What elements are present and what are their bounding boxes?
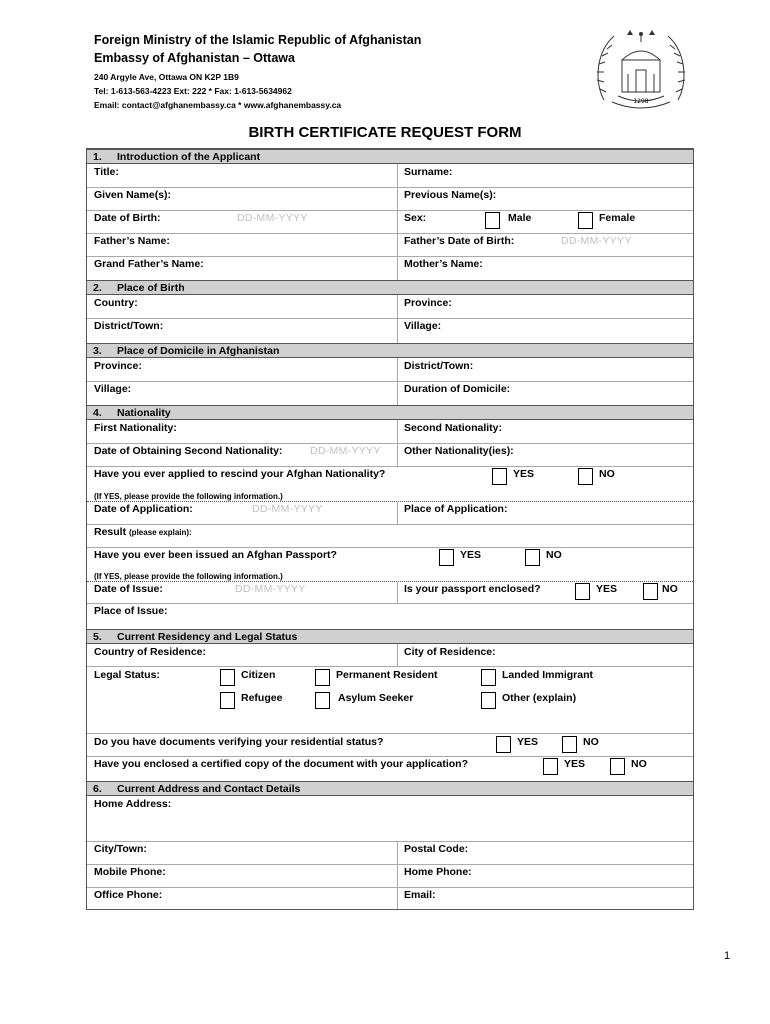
section-title: Current Residency and Legal Status bbox=[117, 631, 298, 643]
row-divider bbox=[87, 524, 693, 525]
place-of-issue-field[interactable]: Place of Issue: bbox=[94, 605, 168, 617]
domicile-province-field[interactable]: Province: bbox=[94, 360, 142, 372]
permanent-resident-checkbox[interactable] bbox=[315, 669, 330, 686]
section-6-header bbox=[87, 781, 693, 796]
refugee-label: Refugee bbox=[241, 692, 283, 704]
embassy-email: Email: contact@afghanembassy.ca * www.afghanembassy.ca bbox=[94, 100, 342, 110]
embassy-name: Embassy of Afghanistan – Ottawa bbox=[94, 51, 295, 65]
rescind-yes-checkbox[interactable] bbox=[492, 468, 507, 485]
other-status-checkbox[interactable] bbox=[481, 692, 496, 709]
if-yes-note: (If YES, please provide the following information.) bbox=[94, 492, 283, 501]
second-nationality-date-placeholder[interactable]: DD-MM-YYYY bbox=[310, 445, 381, 457]
citizen-checkbox[interactable] bbox=[220, 669, 235, 686]
result-note: (please explain): bbox=[129, 528, 192, 537]
column-divider bbox=[397, 841, 398, 909]
mothers-name-field[interactable]: Mother’s Name: bbox=[404, 258, 483, 270]
section-number: 4. bbox=[93, 407, 102, 419]
asylum-seeker-checkbox[interactable] bbox=[315, 692, 330, 709]
row-divider bbox=[87, 887, 693, 888]
section-number: 1. bbox=[93, 151, 102, 163]
copy-yes-checkbox[interactable] bbox=[543, 758, 558, 775]
asylum-seeker-label: Asylum Seeker bbox=[338, 692, 414, 704]
enclosed-yes-checkbox[interactable] bbox=[575, 583, 590, 600]
section-title: Place of Domicile in Afghanistan bbox=[117, 345, 280, 357]
male-label: Male bbox=[508, 212, 532, 224]
column-divider bbox=[397, 582, 398, 603]
first-nationality-field[interactable]: First Nationality: bbox=[94, 422, 177, 434]
surname-field[interactable]: Surname: bbox=[404, 166, 453, 178]
section-number: 3. bbox=[93, 345, 102, 357]
domicile-duration-field[interactable]: Duration of Domicile: bbox=[404, 383, 511, 395]
if-yes-note: (If YES, please provide the following information.) bbox=[94, 572, 283, 581]
birth-certificate-form bbox=[86, 148, 694, 910]
passport-no-checkbox[interactable] bbox=[525, 549, 540, 566]
female-checkbox[interactable] bbox=[578, 212, 593, 229]
enclosed-no-label: NO bbox=[662, 583, 678, 595]
office-phone-field[interactable]: Office Phone: bbox=[94, 889, 163, 901]
domicile-district-field[interactable]: District/Town: bbox=[404, 360, 474, 372]
section-5-header bbox=[87, 629, 693, 644]
date-of-application-placeholder[interactable]: DD-MM-YYYY bbox=[252, 503, 323, 515]
row-divider bbox=[87, 547, 693, 548]
date-of-application-field[interactable]: Date of Application: bbox=[94, 503, 193, 515]
ministry-name: Foreign Ministry of the Islamic Republic of Afghanistan bbox=[94, 33, 422, 47]
row-divider bbox=[87, 466, 693, 467]
emblem-year: 1298 bbox=[633, 98, 649, 105]
sex-label: Sex: bbox=[404, 212, 427, 224]
enclosed-yes-label: YES bbox=[596, 583, 618, 595]
section-title: Current Address and Contact Details bbox=[117, 783, 301, 795]
email-field[interactable]: Email: bbox=[404, 889, 436, 901]
country-of-residence-field[interactable]: Country of Residence: bbox=[94, 646, 207, 658]
row-divider bbox=[87, 501, 693, 502]
date-of-issue-field[interactable]: Date of Issue: bbox=[94, 583, 163, 595]
other-nationalities-field[interactable]: Other Nationality(ies): bbox=[404, 445, 514, 457]
fathers-dob-placeholder[interactable]: DD-MM-YYYY bbox=[561, 235, 632, 247]
passport-yes-checkbox[interactable] bbox=[439, 549, 454, 566]
column-divider bbox=[397, 644, 398, 666]
row-divider bbox=[87, 864, 693, 865]
row-divider bbox=[87, 210, 693, 211]
refugee-checkbox[interactable] bbox=[220, 692, 235, 709]
row-divider bbox=[87, 256, 693, 257]
row-divider bbox=[87, 233, 693, 234]
column-divider bbox=[397, 358, 398, 406]
rescind-no-checkbox[interactable] bbox=[578, 468, 593, 485]
row-divider bbox=[87, 756, 693, 757]
row-divider bbox=[87, 841, 693, 842]
section-title: Introduction of the Applicant bbox=[117, 151, 261, 163]
row-divider bbox=[87, 187, 693, 188]
permanent-resident-label: Permanent Resident bbox=[336, 669, 438, 681]
postal-code-field[interactable]: Postal Code: bbox=[404, 843, 469, 855]
passport-question: Have you ever been issued an Afghan Passport? bbox=[94, 549, 337, 561]
date-of-birth-placeholder[interactable]: DD-MM-YYYY bbox=[237, 212, 308, 224]
column-divider bbox=[397, 295, 398, 343]
copy-yes-label: YES bbox=[564, 758, 586, 770]
rescind-question: Have you ever applied to rescind your Afghan Nationality? bbox=[94, 468, 386, 480]
other-status-label: Other (explain) bbox=[502, 692, 577, 704]
home-phone-field[interactable]: Home Phone: bbox=[404, 866, 472, 878]
certified-copy-question: Have you enclosed a certified copy of the document with your application? bbox=[94, 758, 468, 770]
birth-district-field[interactable]: District/Town: bbox=[94, 320, 164, 332]
fathers-name-field[interactable]: Father’s Name: bbox=[94, 235, 170, 247]
legal-status-label: Legal Status: bbox=[94, 669, 160, 681]
row-divider bbox=[87, 733, 693, 734]
docs-yes-label: YES bbox=[517, 736, 539, 748]
passport-yes-label: YES bbox=[460, 549, 482, 561]
section-number: 6. bbox=[93, 783, 102, 795]
birth-province-field[interactable]: Province: bbox=[404, 297, 452, 309]
landed-immigrant-checkbox[interactable] bbox=[481, 669, 496, 686]
second-nationality-date-field[interactable]: Date of Obtaining Second Nationality: bbox=[94, 445, 283, 457]
given-names-field[interactable]: Given Name(s): bbox=[94, 189, 172, 201]
previous-names-field[interactable]: Previous Name(s): bbox=[404, 189, 497, 201]
section-title: Place of Birth bbox=[117, 282, 185, 294]
passport-no-label: NO bbox=[546, 549, 562, 561]
city-of-residence-field[interactable]: City of Residence: bbox=[404, 646, 496, 658]
docs-no-checkbox[interactable] bbox=[562, 736, 577, 753]
second-nationality-field[interactable]: Second Nationality: bbox=[404, 422, 503, 434]
passport-enclosed-question: Is your passport enclosed? bbox=[404, 583, 541, 595]
copy-no-checkbox[interactable] bbox=[610, 758, 625, 775]
section-title: Nationality bbox=[117, 407, 171, 419]
domicile-village-field[interactable]: Village: bbox=[94, 383, 132, 395]
docs-no-label: NO bbox=[583, 736, 599, 748]
city-town-field[interactable]: City/Town: bbox=[94, 843, 147, 855]
embassy-address: 240 Argyle Ave, Ottawa ON K2P 1B9 bbox=[94, 72, 239, 82]
form-title: BIRTH CERTIFICATE REQUEST FORM bbox=[248, 124, 522, 141]
row-divider bbox=[87, 443, 693, 444]
title-field[interactable]: Title: bbox=[94, 166, 119, 178]
rescind-yes-label: YES bbox=[513, 468, 535, 480]
place-of-application-field[interactable]: Place of Application: bbox=[404, 503, 508, 515]
page-number: 1 bbox=[724, 950, 731, 962]
section-3-header bbox=[87, 343, 693, 358]
residency-docs-question: Do you have documents verifying your residential status? bbox=[94, 736, 384, 748]
fathers-dob-field[interactable]: Father’s Date of Birth: bbox=[404, 235, 515, 247]
date-of-issue-placeholder[interactable]: DD-MM-YYYY bbox=[235, 583, 306, 595]
embassy-phone: Tel: 1-613-563-4223 Ext: 222 * Fax: 1-613-5634962 bbox=[94, 86, 292, 96]
enclosed-no-checkbox[interactable] bbox=[643, 583, 658, 600]
row-divider bbox=[87, 381, 693, 382]
citizen-label: Citizen bbox=[241, 669, 276, 681]
female-label: Female bbox=[599, 212, 636, 224]
column-divider bbox=[397, 164, 398, 280]
row-divider bbox=[87, 603, 693, 604]
section-4-header bbox=[87, 405, 693, 420]
row-divider bbox=[87, 581, 693, 582]
column-divider bbox=[397, 502, 398, 524]
grandfathers-name-field[interactable]: Grand Father’s Name: bbox=[94, 258, 204, 270]
section-number: 2. bbox=[93, 282, 102, 294]
mobile-phone-field[interactable]: Mobile Phone: bbox=[94, 866, 166, 878]
afghanistan-emblem-icon bbox=[592, 22, 690, 114]
docs-yes-checkbox[interactable] bbox=[496, 736, 511, 753]
male-checkbox[interactable] bbox=[485, 212, 500, 229]
copy-no-label: NO bbox=[631, 758, 647, 770]
result-label: Result bbox=[94, 526, 127, 538]
birth-country-field[interactable]: Country: bbox=[94, 297, 138, 309]
section-1-header bbox=[87, 149, 693, 164]
rescind-no-label: NO bbox=[599, 468, 615, 480]
section-number: 5. bbox=[93, 631, 102, 643]
row-divider bbox=[87, 318, 693, 319]
date-of-birth-field[interactable]: Date of Birth: bbox=[94, 212, 161, 224]
home-address-field[interactable]: Home Address: bbox=[94, 798, 172, 810]
landed-immigrant-label: Landed Immigrant bbox=[502, 669, 594, 681]
row-divider bbox=[87, 666, 693, 667]
letterhead bbox=[94, 31, 421, 112]
result-field[interactable] bbox=[94, 526, 192, 539]
section-2-header bbox=[87, 280, 693, 295]
birth-village-field[interactable]: Village: bbox=[404, 320, 442, 332]
